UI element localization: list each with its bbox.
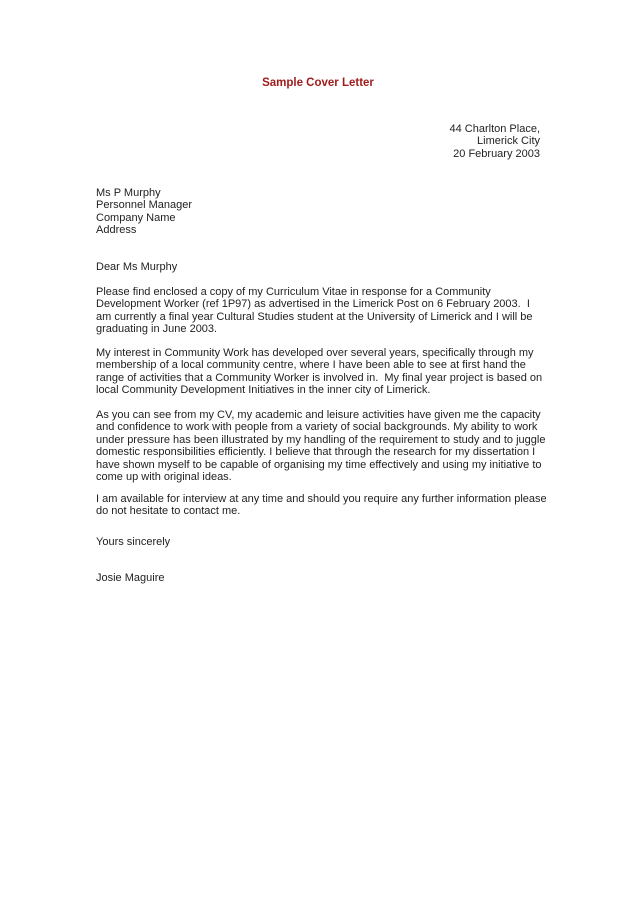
body-paragraph: As you can see from my CV, my academic and leisure activities have given me the capacity and confidence to work with people from a variety of social backgrounds. My ability to work under pressure has been illustrated by my handling of the requirement to study and to juggle domestic responsibilities efficiently. I believe that through the research for my dissertation I have shown myself to be capable of organising my time effectively and using my initiative to come up with original ideas.	[96, 409, 549, 484]
recipient-company: Company Name	[96, 211, 176, 224]
sender-address-line: 44 Charlton Place,	[449, 123, 540, 135]
recipient-address-block	[96, 187, 192, 237]
body-paragraph: I am available for interview at any time and should you require any further information please do not hesitate to contact me.	[96, 493, 550, 518]
signature-name: Josie Maguire	[96, 572, 165, 584]
salutation: Dear Ms Murphy	[96, 261, 178, 273]
body-paragraph: Please find enclosed a copy of my Curriculum Vitae in response for a Community Development Worker (ref 1P97) as advertised in the Limerick Post on 6 February 2003. I am currently a final year Cultural Studies student at the University of Limerick and I will be graduating in June 2003.	[96, 286, 536, 336]
closing: Yours sincerely	[96, 536, 171, 548]
letter-date: 20 February 2003	[453, 147, 540, 160]
sender-address-block	[450, 123, 541, 160]
recipient-title: Personnel Manager	[96, 199, 193, 212]
letter-title: Sample Cover Letter	[262, 77, 374, 89]
recipient-address: Address	[96, 224, 137, 237]
sender-address-line: Limerick City	[477, 135, 540, 148]
recipient-name: Ms P Murphy	[96, 187, 161, 199]
body-paragraph: My interest in Community Work has developed over several years, specifically through my membership of a local community centre, where I have been able to see at first hand the range of activities that a Community Worker is involved in. My final year project is based on local Community Development Initiatives in the inner city of Limerick.	[96, 347, 546, 397]
